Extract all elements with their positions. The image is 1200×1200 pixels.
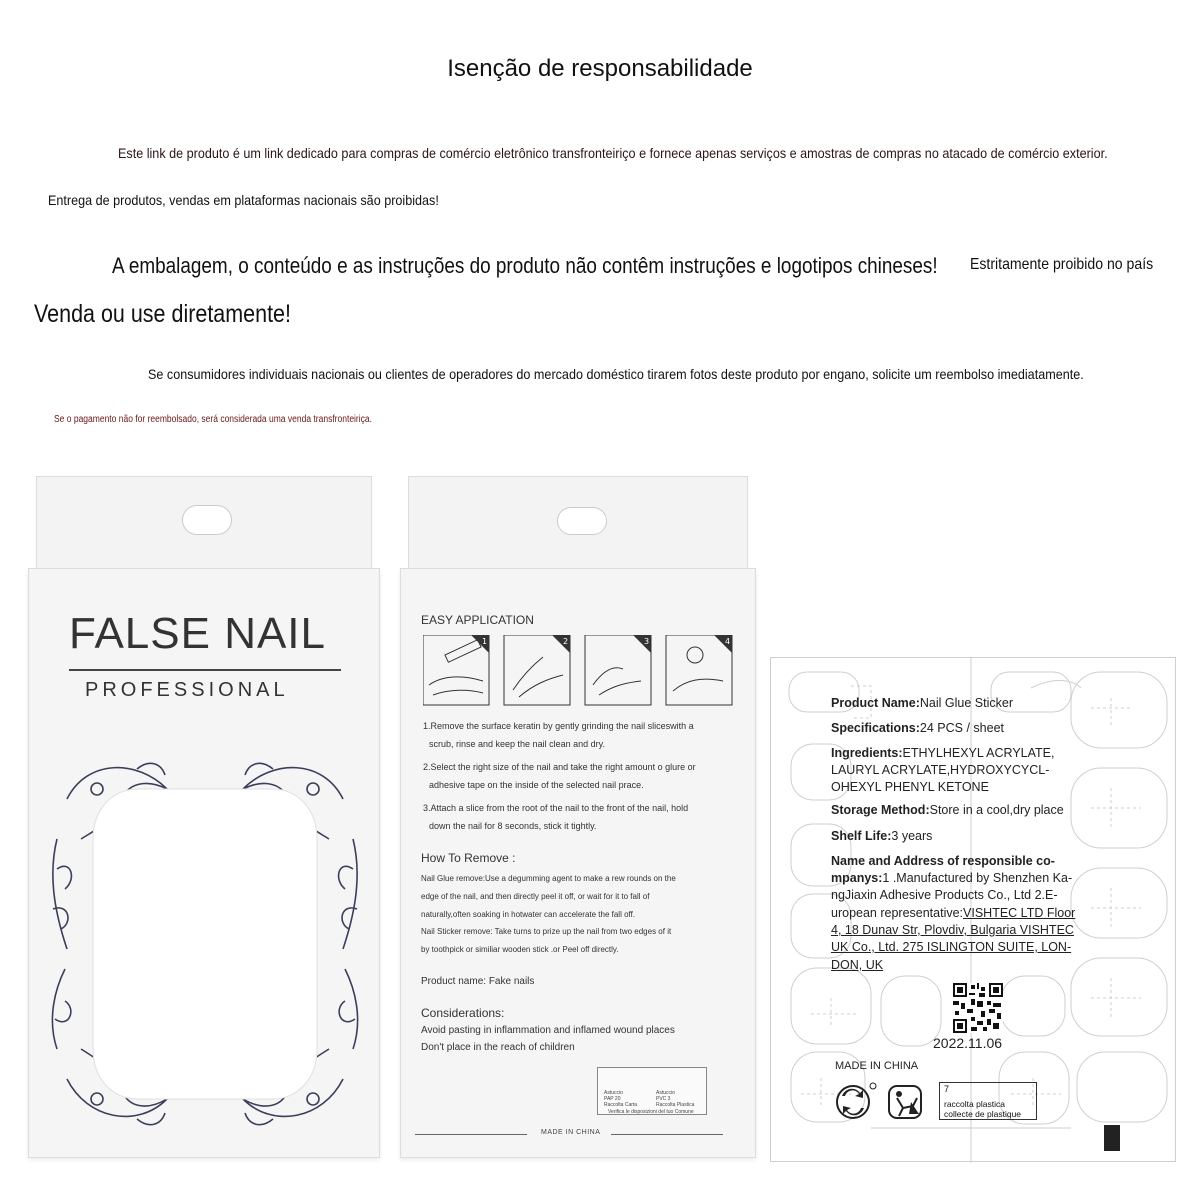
disclaimer-line-3: A embalagem, o conteúdo e as instruções do produto não contêm instruções e logotipos chineses! [112,253,938,278]
how-to-remove-title: How To Remove : [421,851,516,865]
ingredients-line-2: LAURYL ACRYLATE,HYDROXYCYCL- [831,763,1050,777]
back-box-body [400,568,756,1158]
address-line-3: ngJiaxin Adhesive Products Co., Ltd 2.E- [831,888,1058,902]
disclaimer-line-3b: Estritamente proibido no país [970,256,1154,273]
recycle-label: PAP 20 [604,1096,621,1102]
qr-code-icon [953,983,1003,1033]
made-in-china-rule [415,1127,743,1141]
disclaimer-line-4: Venda ou use diretamente! [34,300,291,328]
remove-text-4: Nail Sticker remove: Take turns to prize up the nail from two edges of it [421,927,672,936]
shelf-life-value: 3 years [891,829,933,843]
date-stamp: 2022.11.06 [933,1035,1003,1051]
specifications-label: Specifications: [831,721,920,735]
registration-mark [1104,1125,1120,1151]
recycle-text-fr: collecte de plastique [944,1109,1022,1119]
address-text: 1 .Manufactured by Shenzhen Ka- [882,871,1073,885]
made-in-china-label: MADE IN CHINA [835,1060,919,1072]
specifications-line [831,721,1004,735]
address-line-2 [831,871,1072,885]
step-number: 4 [725,637,731,646]
recycle-footer: Verifica le disposizioni del tuo Comune [608,1109,694,1115]
ornament-frame-icon [37,719,373,1159]
recycle-label: PVC 3 [656,1096,671,1102]
address-label: Name and Address of responsible co- [831,854,1055,868]
ingredients-line-3: OHEXYL PHENYL KETONE [831,780,989,794]
hang-hole [182,505,232,535]
front-box-image [28,476,380,1158]
recycling-info-box [597,1067,707,1115]
brand-subtitle: PROFESSIONAL [85,679,289,701]
ingredients-line [831,746,1054,760]
easy-application-title: EASY APPLICATION [421,613,534,627]
ingredients-label: Ingredients: [831,746,903,760]
considerations-text-2: Don't place in the reach of children [421,1042,575,1053]
step-number: 2 [563,637,569,646]
recycle-label: Raccolta Carta [604,1102,638,1108]
address-label-cont: mpanys: [831,871,883,885]
label-sheet-image [770,657,1176,1162]
step-1-text-cont: scrub, rinse and keep the nail clean and dry. [429,739,605,749]
step-3-text-cont: down the nail for 8 seconds, stick it tightly. [429,821,597,831]
back-hang-tab [408,476,748,576]
front-box-body [28,568,380,1158]
product-name-text: Product name: Fake nails [421,976,535,987]
address-line-5: 4, 18 Dunav Str, Plovdiv, Bulgaria VISHTEC [831,923,1074,937]
step-2-text-cont: adhesive tape on the inside of the selected nail prace. [429,780,644,790]
recycle-label: Raccolta Plastica [656,1102,695,1108]
recycle-text-it: raccolta plastica [944,1099,1005,1109]
disclaimer-title: Isenção de responsabilidade [447,55,753,82]
hang-hole [557,507,607,535]
storage-value: Store in a cool,dry place [929,803,1064,817]
recycle-label: Astuccio [604,1090,623,1096]
address-line-4 [831,906,1075,920]
back-box-image [400,476,756,1158]
storage-line [831,803,1064,817]
step-1-text: 1.Remove the surface keratin by gently grinding the nail sliceswith a [423,721,694,731]
disclaimer-line-5: Se consumidores individuais nacionais ou clientes de operadores do mercado doméstico tirarem fotos deste produto por engano, solicite um reembolso imediatamente. [148,366,1084,382]
address-line-6: UK Co., Ltd. 275 ISLINGTON SUITE, LON- [831,940,1072,954]
recycle-number: 7 [944,1084,950,1094]
address-line-7: DON, UK [831,958,884,972]
disclaimer-line-2: Entrega de produtos, vendas em plataformas nacionais são proibidas! [48,192,439,208]
ingredients-value: ETHYLHEXYL ACRYLATE, [902,746,1055,760]
recycling-symbols-icon [833,1078,933,1124]
address-line-1 [831,854,1055,868]
application-steps-icon [423,635,733,713]
brand-title: FALSE NAIL [69,609,327,658]
made-in-china-label: MADE IN CHINA [541,1129,601,1136]
recycle-label: Astuccio [656,1090,675,1096]
shelf-life-label: Shelf Life: [831,829,892,843]
step-3-text: 3.Attach a slice from the root of the nail to the front of the nail, hold [423,803,689,813]
front-hang-tab [36,476,372,576]
remove-text-5: by toothpick or similiar wooden stick .or Peel off directly. [421,945,619,954]
brand-divider [69,669,341,671]
considerations-text-1: Avoid pasting in inflammation and inflamed wound places [421,1025,675,1036]
step-2-text: 2.Select the right size of the nail and take the right amount o glure or [423,762,696,772]
specifications-value: 24 PCS / sheet [919,721,1004,735]
remove-text-2: edge of the nail, and then directly peel it off, or wait for it to fall of [421,892,650,901]
address-text: uropean representative: [831,906,964,920]
disclaimer-line-6: Se o pagamento não for reembolsado, será considerada uma venda transfronteiriça. [54,414,373,425]
disclaimer-line-1: Este link de produto é um link dedicado para compras de comércio eletrônico transfronteiriço e fornece apenas serviços e amostras de compras no atacado de comércio exterior. [118,145,1108,161]
shelf-life-line [831,829,932,843]
product-name-label: Product Name: [831,696,920,710]
product-name-value: Nail Glue Sticker [919,696,1013,710]
considerations-title: Considerations: [421,1006,505,1020]
step-number: 1 [482,637,488,646]
remove-text-1: Nail Glue remove:Use a degumming agent to make a rew rounds on the [421,874,676,883]
step-number: 3 [644,637,650,646]
plastic-recycling-code [939,1082,1037,1120]
address-text: VISHTEC LTD Floor [963,906,1076,920]
product-name-line [831,696,1013,710]
storage-label: Storage Method: [831,803,930,817]
remove-text-3: naturally,often soaking in hotwater can accelerate the fall off. [421,910,636,919]
